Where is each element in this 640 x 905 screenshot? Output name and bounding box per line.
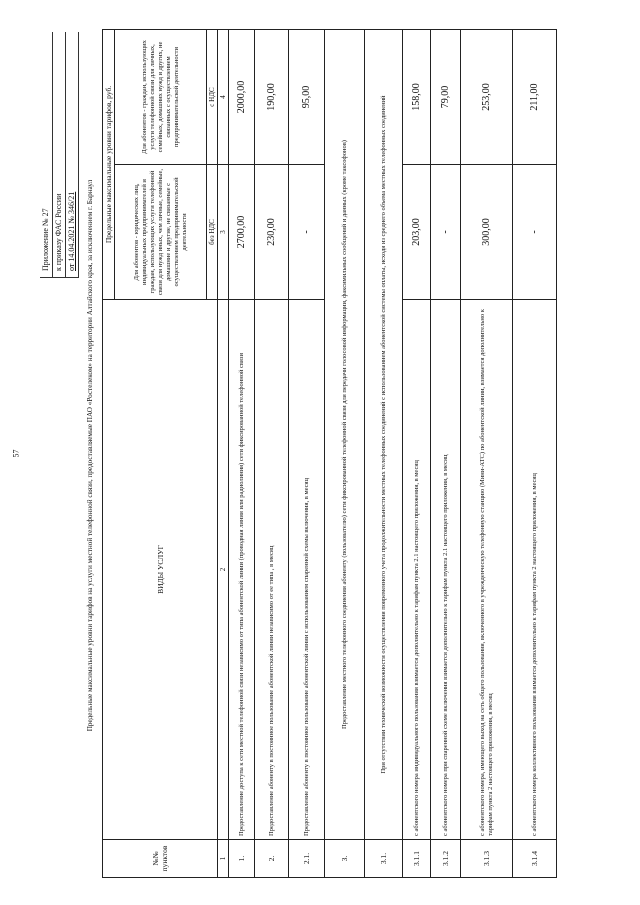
- index-4: 4: [218, 30, 229, 165]
- table-row: 1. Предоставление доступа к сети местной телефонной связи независимо от типа абонентской линии (проводная линия или радиолиния) сети фиксированной телефонной связи 2700,00 2000,00: [229, 30, 255, 878]
- document-title: Предельные максимальные уровни тарифов на услуги местной телефонной связи, предоставляемые ПАО «Ростелеком» на территории Алтайского края, за исключением г. Барнаул: [86, 179, 94, 732]
- appendix-line-3: от 14.04.2021 № 346/21: [66, 32, 79, 277]
- index-3: 3: [218, 165, 229, 300]
- table-row: 2. Предоставление абоненту в постоянное пользование абонентской линии независимо от ее типа , в месяц 230,00 190,00: [255, 30, 289, 878]
- appendix-line-1: Приложение № 27: [40, 32, 53, 277]
- header-service: ВИДЫ УСЛУГ: [103, 300, 218, 840]
- header-vat3: без НДС: [207, 165, 218, 300]
- tariff-table: [102, 29, 557, 878]
- table-row: 3. Предоставление местного телефонного соединения абоненту (пользователю) сети фиксированной телефонной связи для передачи голосовой информации, факсимильных сообщений и данных (кроме таксофонов): [325, 30, 365, 878]
- header-col4: Для абонентов - граждан, использующих услуги телефонной связи для личных, семейных, домашних нужд и других, не связанных с осуществлением предпринимательской деятельности: [115, 30, 207, 165]
- appendix-line-2: к приказу ФАС России: [53, 32, 66, 277]
- table-row: 3.1. При отсутствии технической возможности осуществления повременного учета продолжительности местных телефонных соединений с использованием абонентской системы оплаты, исходя из среднего объема местных телефонных соединений: [365, 30, 403, 878]
- table-row: 3.1.1 с абонентского номера индивидуального пользования взимается дополнительно к тарифам пункта 2.1 настоящего приложения, в месяц 203,00 158,00: [403, 30, 431, 878]
- rotated-document: [34, 28, 619, 888]
- header-vat4: с НДС: [207, 30, 218, 165]
- appendix-header: [40, 32, 79, 278]
- table-row: 3.1.2 с абонентского номера при спаренной схеме включения взимается дополнительно к тарифам пункта 2.1 настоящего приложения, в месяц - 79,00: [431, 30, 461, 878]
- header-num: №№ пунктов: [103, 840, 218, 878]
- index-2: 2: [218, 300, 229, 840]
- table-row: 3.1.3 с абонентского номера, имеющего выход на сеть общего пользования, включенного в учрежденческую телефонную станцию (Мини-АТС) по абонентской линии, взимается дополнительно к тарифам пункта 2 настоящего приложения, в месяц 300,00 253,00: [461, 30, 513, 878]
- page-number: 57: [11, 449, 21, 458]
- index-1: 1: [218, 840, 229, 878]
- table-row: 2.1. Предоставление абоненту в постоянное пользование абонентской линии с использованием спаренной схемы включения, в месяц - 95,00: [289, 30, 325, 878]
- table-row: 3.1.4 с абонентского номера коллективного пользования взимается дополнительно к тарифам пункта 2 настоящего приложения, в месяц - 211,00: [513, 30, 557, 878]
- header-col3: Для абонентов - юридических лиц, индивидуальных предпринимателей и граждан, использующих услуги телефонной связи для нужд иных, чем личные, семейные, домашние и другие, не связанные с осуществлением предпринимательской деятельности: [115, 165, 207, 300]
- header-levels: Предельные максимальные уровни тарифов, руб.: [103, 30, 115, 300]
